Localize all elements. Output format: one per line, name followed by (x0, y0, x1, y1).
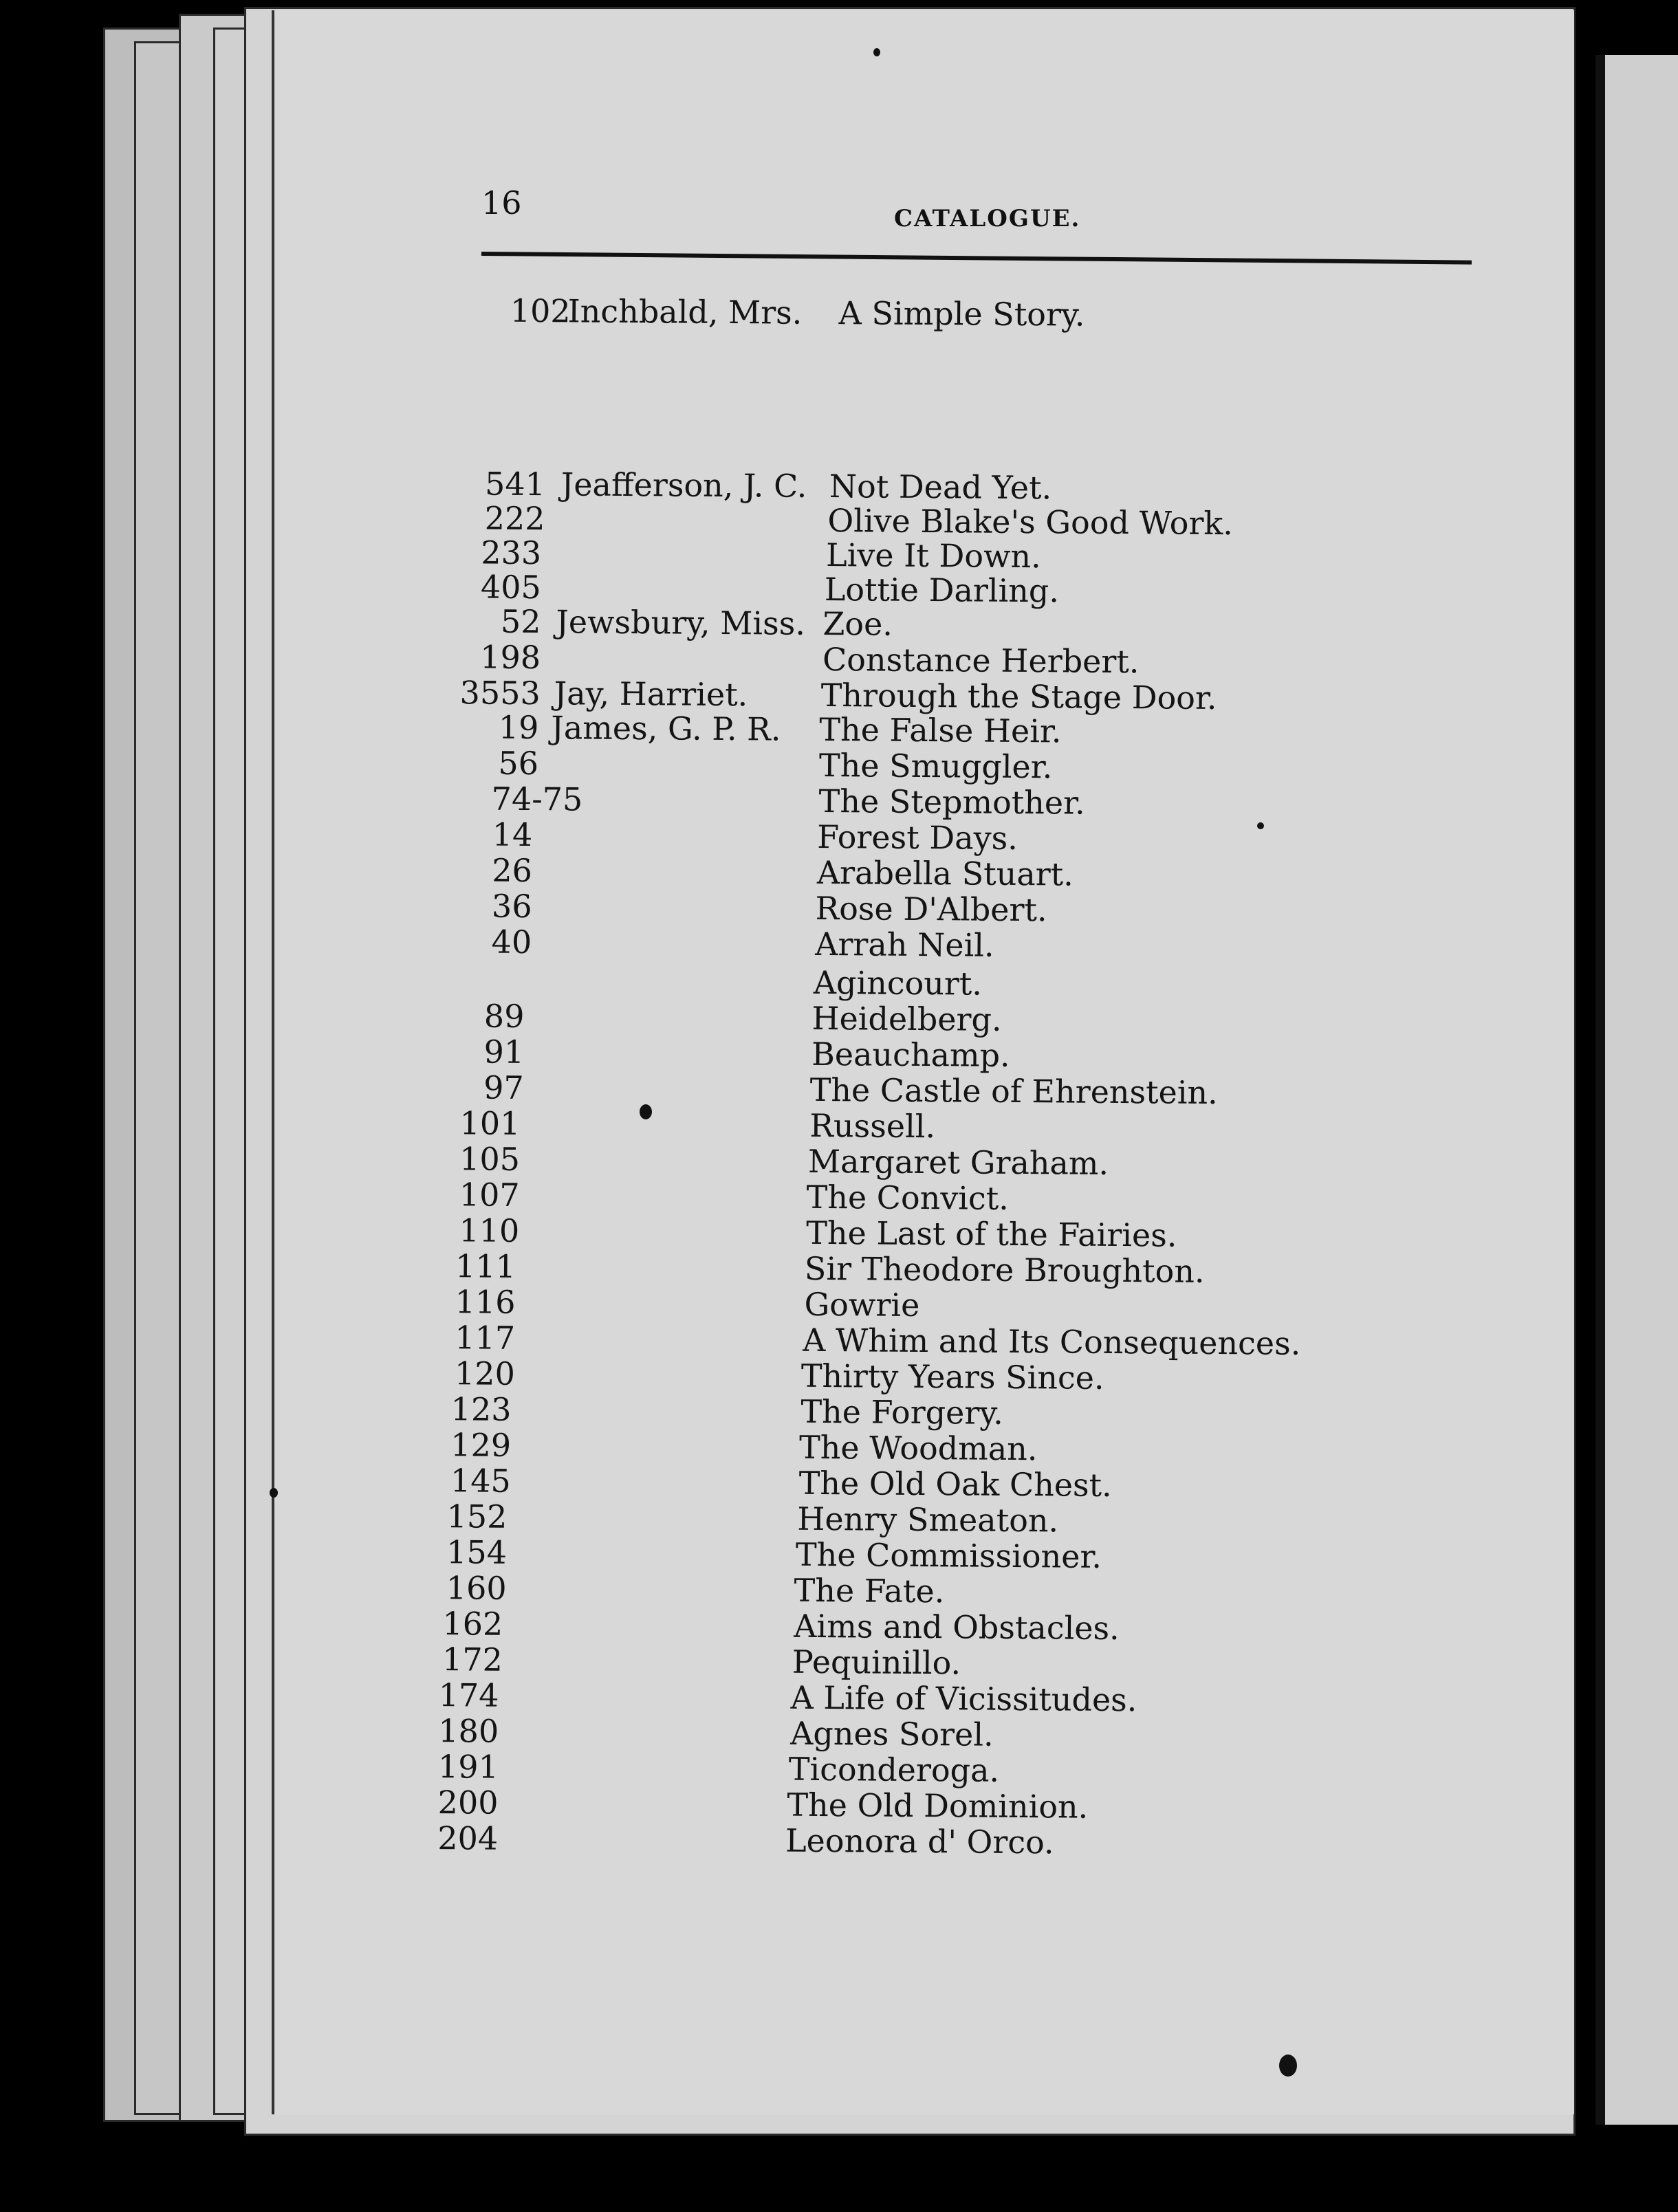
entry-title: The Old Oak Chest. (798, 1464, 1112, 1504)
entry-number: 129 (450, 1426, 512, 1464)
entry-number: 3553 (459, 674, 541, 712)
entry-title: The False Heir. (819, 710, 1062, 750)
entry-title: Zoe. (822, 604, 893, 643)
entry-title: Forest Days. (817, 818, 1018, 857)
entry-number: 172 (442, 1641, 503, 1678)
ink-speck (640, 1104, 652, 1119)
entry-author: Jewsbury, Miss. (556, 603, 806, 642)
entry-title: Lottie Darling. (824, 571, 1060, 610)
entry-title: The Castle of Ehrenstein. (809, 1071, 1218, 1112)
entry-number: 117 (455, 1319, 516, 1357)
entry-title: Arabella Stuart. (816, 853, 1074, 893)
entry-title: Margaret Graham. (807, 1142, 1109, 1182)
ink-speck (1279, 2055, 1297, 2077)
entry-title: The Convict. (806, 1178, 1010, 1217)
entry-number: 36 (491, 887, 532, 926)
entry-number: 174 (438, 1676, 499, 1714)
entry-title: Olive Blake's Good Work. (827, 502, 1234, 543)
entry-number: 52 (500, 602, 541, 641)
entry-title: Arrah Neil. (815, 925, 994, 964)
entry-title: Pequinillo. (792, 1643, 961, 1682)
entry-title: Ticonderoga. (788, 1750, 1000, 1789)
entry-number: 152 (446, 1498, 508, 1535)
entry-number: 222 (484, 499, 545, 538)
entry-number: 110 (459, 1212, 520, 1249)
entry-author: Jeafferson, J. C. (560, 466, 807, 505)
page-number: 16 (481, 184, 522, 221)
entry-title: Through the Stage Door. (820, 676, 1217, 716)
ink-speck (1257, 822, 1264, 829)
entry-title: Rose D'Albert. (815, 889, 1047, 929)
entry-number: 200 (437, 1784, 499, 1821)
entry-title: The Forgery. (800, 1392, 1004, 1432)
entry-number: 89 (483, 997, 525, 1035)
entry-number: 105 (459, 1140, 521, 1178)
entry-title: A Life of Vicissitudes. (790, 1678, 1137, 1719)
entry-number: 160 (446, 1569, 507, 1607)
entry-number: 145 (450, 1462, 511, 1500)
ink-speck (873, 48, 880, 56)
entry-title: Thirty Years Since. (800, 1357, 1104, 1397)
entry-title: Agincourt. (813, 963, 983, 1003)
entry-title: The Commissioner. (795, 1535, 1102, 1575)
entry-title: Beauchamp. (811, 1035, 1010, 1074)
entry-number: 180 (438, 1712, 499, 1750)
entry-number: 97 (483, 1069, 524, 1106)
entry-title: A Simple Story. (838, 294, 1085, 333)
entry-number: 26 (492, 851, 533, 890)
entry-number: 405 (480, 568, 542, 606)
entry-title: Gowrie (804, 1285, 920, 1324)
entry-author: Inchbald, Mrs. (567, 292, 803, 331)
entry-number: 120 (454, 1355, 516, 1392)
entry-title: Live It Down. (825, 536, 1041, 576)
entry-title: Henry Smeaton. (797, 1500, 1059, 1540)
entry-title: Russell. (809, 1106, 936, 1146)
entry-number: 198 (480, 638, 541, 677)
entry-number: 191 (437, 1748, 499, 1786)
entry-number: 111 (455, 1247, 516, 1285)
entry-author: James, G. P. R. (551, 709, 781, 748)
entry-number: 19 (498, 708, 539, 747)
entry-title: Sir Theodore Broughton. (804, 1249, 1205, 1290)
entry-number: 123 (450, 1390, 512, 1428)
entry-title: Agnes Sorel. (790, 1714, 994, 1753)
entry-number: 74-75 (491, 780, 583, 818)
entry-number: 91 (483, 1033, 525, 1071)
entry-title: The Smuggler. (818, 746, 1053, 786)
entry-title: Aims and Obstacles. (794, 1607, 1120, 1647)
entry-title: The Woodman. (798, 1428, 1038, 1468)
entry-title: A Whim and Its Consequences. (802, 1321, 1301, 1362)
entry-title: The Fate. (794, 1571, 945, 1610)
entry-number: 116 (455, 1283, 516, 1321)
entry-title: Not Dead Yet. (829, 468, 1052, 507)
entry-number: 14 (492, 815, 533, 854)
ink-speck (270, 1488, 278, 1498)
entry-number: 107 (459, 1176, 520, 1214)
entry-number: 56 (498, 744, 539, 782)
entry-number: 40 (491, 923, 532, 961)
running-head: CATALOGUE. (894, 205, 1081, 232)
entry-title: Heidelberg. (811, 999, 1002, 1038)
entry-number: 154 (446, 1533, 508, 1571)
entry-number: 233 (481, 534, 542, 572)
entry-title: The Last of the Fairies. (806, 1214, 1177, 1254)
entry-number: 101 (459, 1104, 521, 1142)
entry-number: 204 (437, 1819, 499, 1857)
entry-title: Constance Herbert. (822, 640, 1140, 681)
entry-title: Leonora d' Orco. (785, 1821, 1054, 1861)
entry-number: 162 (442, 1605, 503, 1643)
entry-title: The Stepmother. (818, 782, 1085, 822)
entry-title: The Old Dominion. (787, 1786, 1089, 1826)
entry-author: Jay, Harriet. (554, 675, 748, 714)
entry-number: 541 (484, 465, 546, 503)
entry-number: 102 (510, 292, 571, 330)
